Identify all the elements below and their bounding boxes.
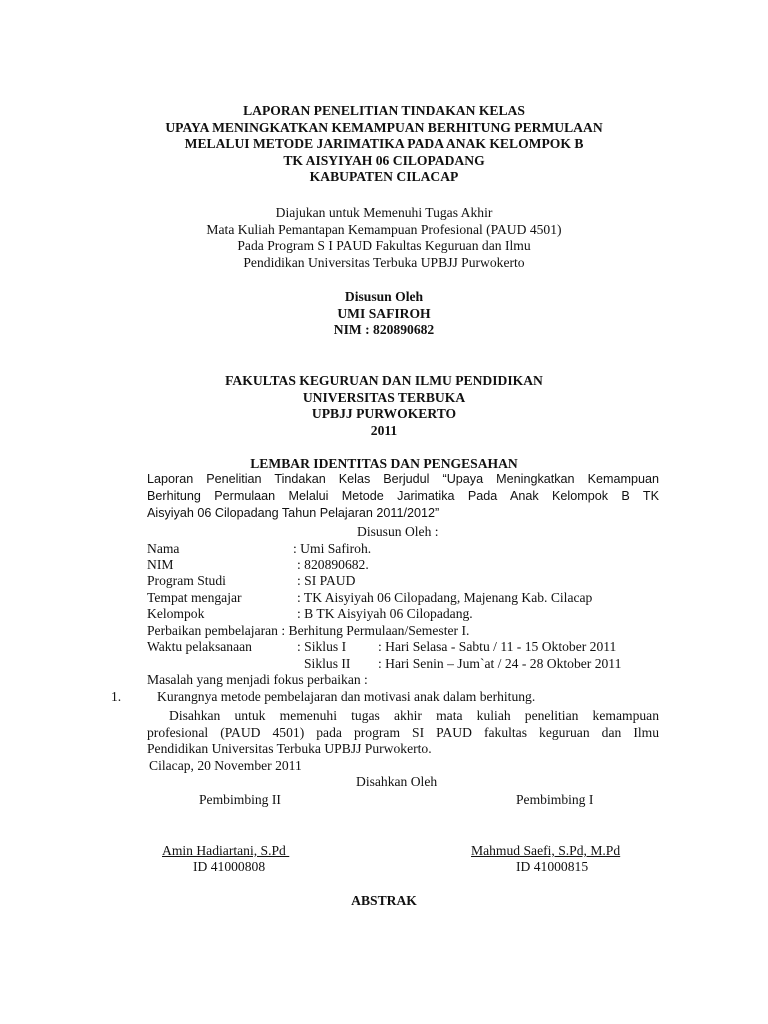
field-label-nama: Nama: [147, 541, 180, 556]
approval-line: profesional (PAUD 4501) pada program SI PAUD fakultas keguruan dan Ilmu: [147, 725, 659, 740]
identity-heading: LEMBAR IDENTITAS DAN PENGESAHAN: [250, 456, 518, 471]
signer-id-1: ID 41000815: [516, 859, 589, 874]
cover-author: [0, 289, 768, 339]
field-value-kelompok: : B TK Aisyiyah 06 Cilopadang.: [297, 606, 473, 621]
abstract-heading: ABSTRAK: [351, 893, 417, 908]
problem-label: Masalah yang menjadi fokus perbaikan :: [147, 672, 368, 687]
identity-intro-line: Laporan Penelitian Tindakan Kelas Berjudul “Upaya Meningkatkan Kemampuan: [147, 472, 659, 486]
cover-institution: [0, 373, 768, 439]
cycle-name: Siklus II: [304, 656, 351, 671]
approval-line: Disahkan untuk memenuhi tugas akhir mata kuliah penelitian kemampuan: [169, 708, 659, 723]
institution-line: UNIVERSITAS TERBUKA: [302, 389, 466, 405]
cycle-detail: : Hari Selasa - Sabtu / 11 - 15 Oktober 2011: [378, 639, 617, 654]
cover-title: [0, 103, 768, 186]
problem-number: 1.: [111, 689, 122, 704]
field-label-nim: NIM: [147, 557, 174, 572]
author-line: NIM : 820890682: [333, 322, 435, 338]
field-value-program: : SI PAUD: [297, 573, 356, 588]
cycle-detail: : Hari Senin – Jum`at / 24 - 28 Oktober 2011: [378, 656, 622, 671]
field-label-tempat: Tempat mengajar: [147, 590, 242, 605]
cover-title-line: KABUPATEN CILACAP: [309, 169, 459, 185]
identity-intro-line: Berhitung Permulaan Melalui Metode Jarimatika Pada Anak Kelompok B TK: [147, 489, 659, 503]
problem-text: Kurangnya metode pembelajaran dan motivasi anak dalam berhitung.: [157, 689, 536, 704]
cover-title-line: TK AISYIYAH 06 CILOPADANG: [283, 152, 485, 168]
signer-name-2: Amin Hadiartani, S.Pd: [162, 843, 290, 858]
cover-purpose: [0, 205, 768, 271]
purpose-line: Pendidikan Universitas Terbuka UPBJJ Purwokerto: [243, 254, 525, 270]
approved-by: Disahkan Oleh: [356, 774, 438, 789]
cycle-name: : Siklus I: [297, 639, 347, 654]
approval-line: Pendidikan Universitas Terbuka UPBJJ Purwokerto.: [147, 741, 432, 756]
field-value-nama: : Umi Safiroh.: [293, 541, 372, 556]
identity-intro-line: Aisyiyah 06 Cilopadang Tahun Pelajaran 2011/2012”: [147, 506, 440, 520]
field-improvement: Perbaikan pembelajaran : Berhitung Permulaan/Semester I.: [147, 623, 470, 638]
field-label-kelompok: Kelompok: [147, 606, 205, 621]
signer-name-1: Mahmud Saefi, S.Pd, M.Pd: [471, 843, 621, 858]
cover-title-line: LAPORAN PENELITIAN TINDAKAN KELAS: [243, 103, 525, 118]
institution-line: UPBJJ PURWOKERTO: [311, 406, 457, 422]
signer-id-2: ID 41000808: [193, 859, 266, 874]
purpose-line: Diajukan untuk Memenuhi Tugas Akhir: [275, 205, 493, 220]
field-value-nim: : 820890682.: [297, 557, 369, 572]
signer-role-2: Pembimbing II: [199, 792, 281, 807]
cover-title-line: MELALUI METODE JARIMATIKA PADA ANAK KELOMPOK B: [184, 136, 584, 152]
purpose-line: Mata Kuliah Pemantapan Kemampuan Profesional (PAUD 4501): [206, 221, 562, 237]
institution-line: FAKULTAS KEGURUAN DAN ILMU PENDIDIKAN: [225, 373, 543, 388]
author-line: UMI SAFIROH: [337, 305, 431, 321]
author-line: Disusun Oleh: [344, 289, 424, 304]
cover-title-line: UPAYA MENINGKATKAN KEMAMPUAN BERHITUNG PERMULAAN: [165, 119, 603, 135]
field-label-waktu: Waktu pelaksanaan: [147, 639, 252, 654]
place-date: Cilacap, 20 November 2011: [149, 758, 302, 773]
signer-role-1: Pembimbing I: [516, 792, 594, 807]
field-label-program: Program Studi: [147, 573, 226, 588]
institution-line: 2011: [370, 422, 398, 438]
purpose-line: Pada Program S I PAUD Fakultas Keguruan dan Ilmu: [237, 238, 531, 254]
field-value-tempat: : TK Aisyiyah 06 Cilopadang, Majenang Kab. Cilacap: [297, 590, 593, 605]
identity-by: Disusun Oleh :: [357, 524, 439, 539]
